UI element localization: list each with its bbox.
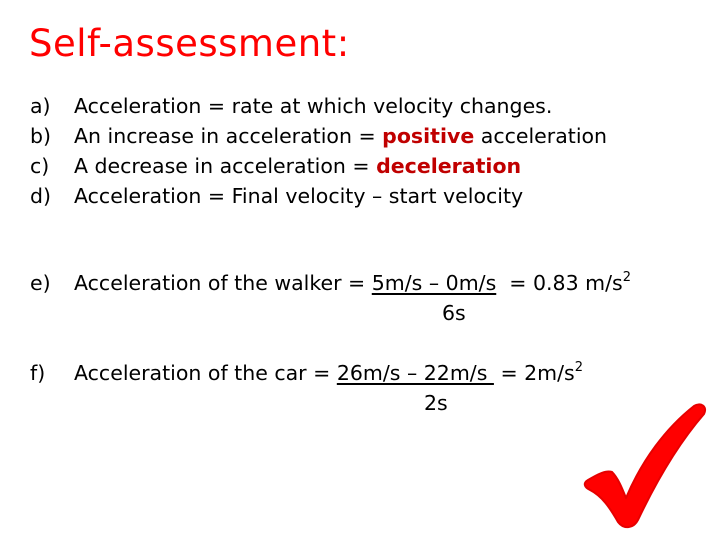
item-marker: d) bbox=[30, 184, 52, 208]
walker-result: = 0.83 m/s bbox=[509, 271, 623, 295]
walker-equation bbox=[30, 271, 710, 301]
highlight-positive: positive bbox=[382, 124, 475, 148]
car-denominator: 2s bbox=[424, 391, 448, 415]
walker-denominator: 6s bbox=[442, 301, 466, 325]
walker-numerator: 5m/s – 0m/s bbox=[371, 271, 497, 295]
highlight-deceleration: deceleration bbox=[376, 154, 522, 178]
car-numerator: 26m/s – 22m/s bbox=[336, 361, 494, 385]
car-exponent: 2 bbox=[574, 360, 584, 375]
item-marker: f) bbox=[30, 361, 46, 385]
item-marker: e) bbox=[30, 271, 51, 295]
item-text: Acceleration = Final velocity – start velocity bbox=[74, 184, 524, 208]
item-text: Acceleration = rate at which velocity changes. bbox=[74, 94, 553, 118]
walker-prefix: Acceleration of the walker = bbox=[74, 271, 372, 295]
item-marker: c) bbox=[30, 154, 50, 178]
car-prefix: Acceleration of the car = bbox=[74, 361, 337, 385]
item-text: An increase in acceleration = positive acceleration bbox=[74, 124, 608, 148]
car-equation bbox=[30, 361, 710, 391]
item-marker: b) bbox=[30, 124, 52, 148]
page-title: Self-assessment: bbox=[29, 22, 350, 65]
car-result: = 2m/s bbox=[500, 361, 575, 385]
checkmark-icon bbox=[580, 402, 710, 530]
walker-exponent: 2 bbox=[622, 270, 631, 285]
item-text: A decrease in acceleration = deceleration bbox=[74, 154, 522, 178]
item-marker: a) bbox=[30, 94, 51, 118]
